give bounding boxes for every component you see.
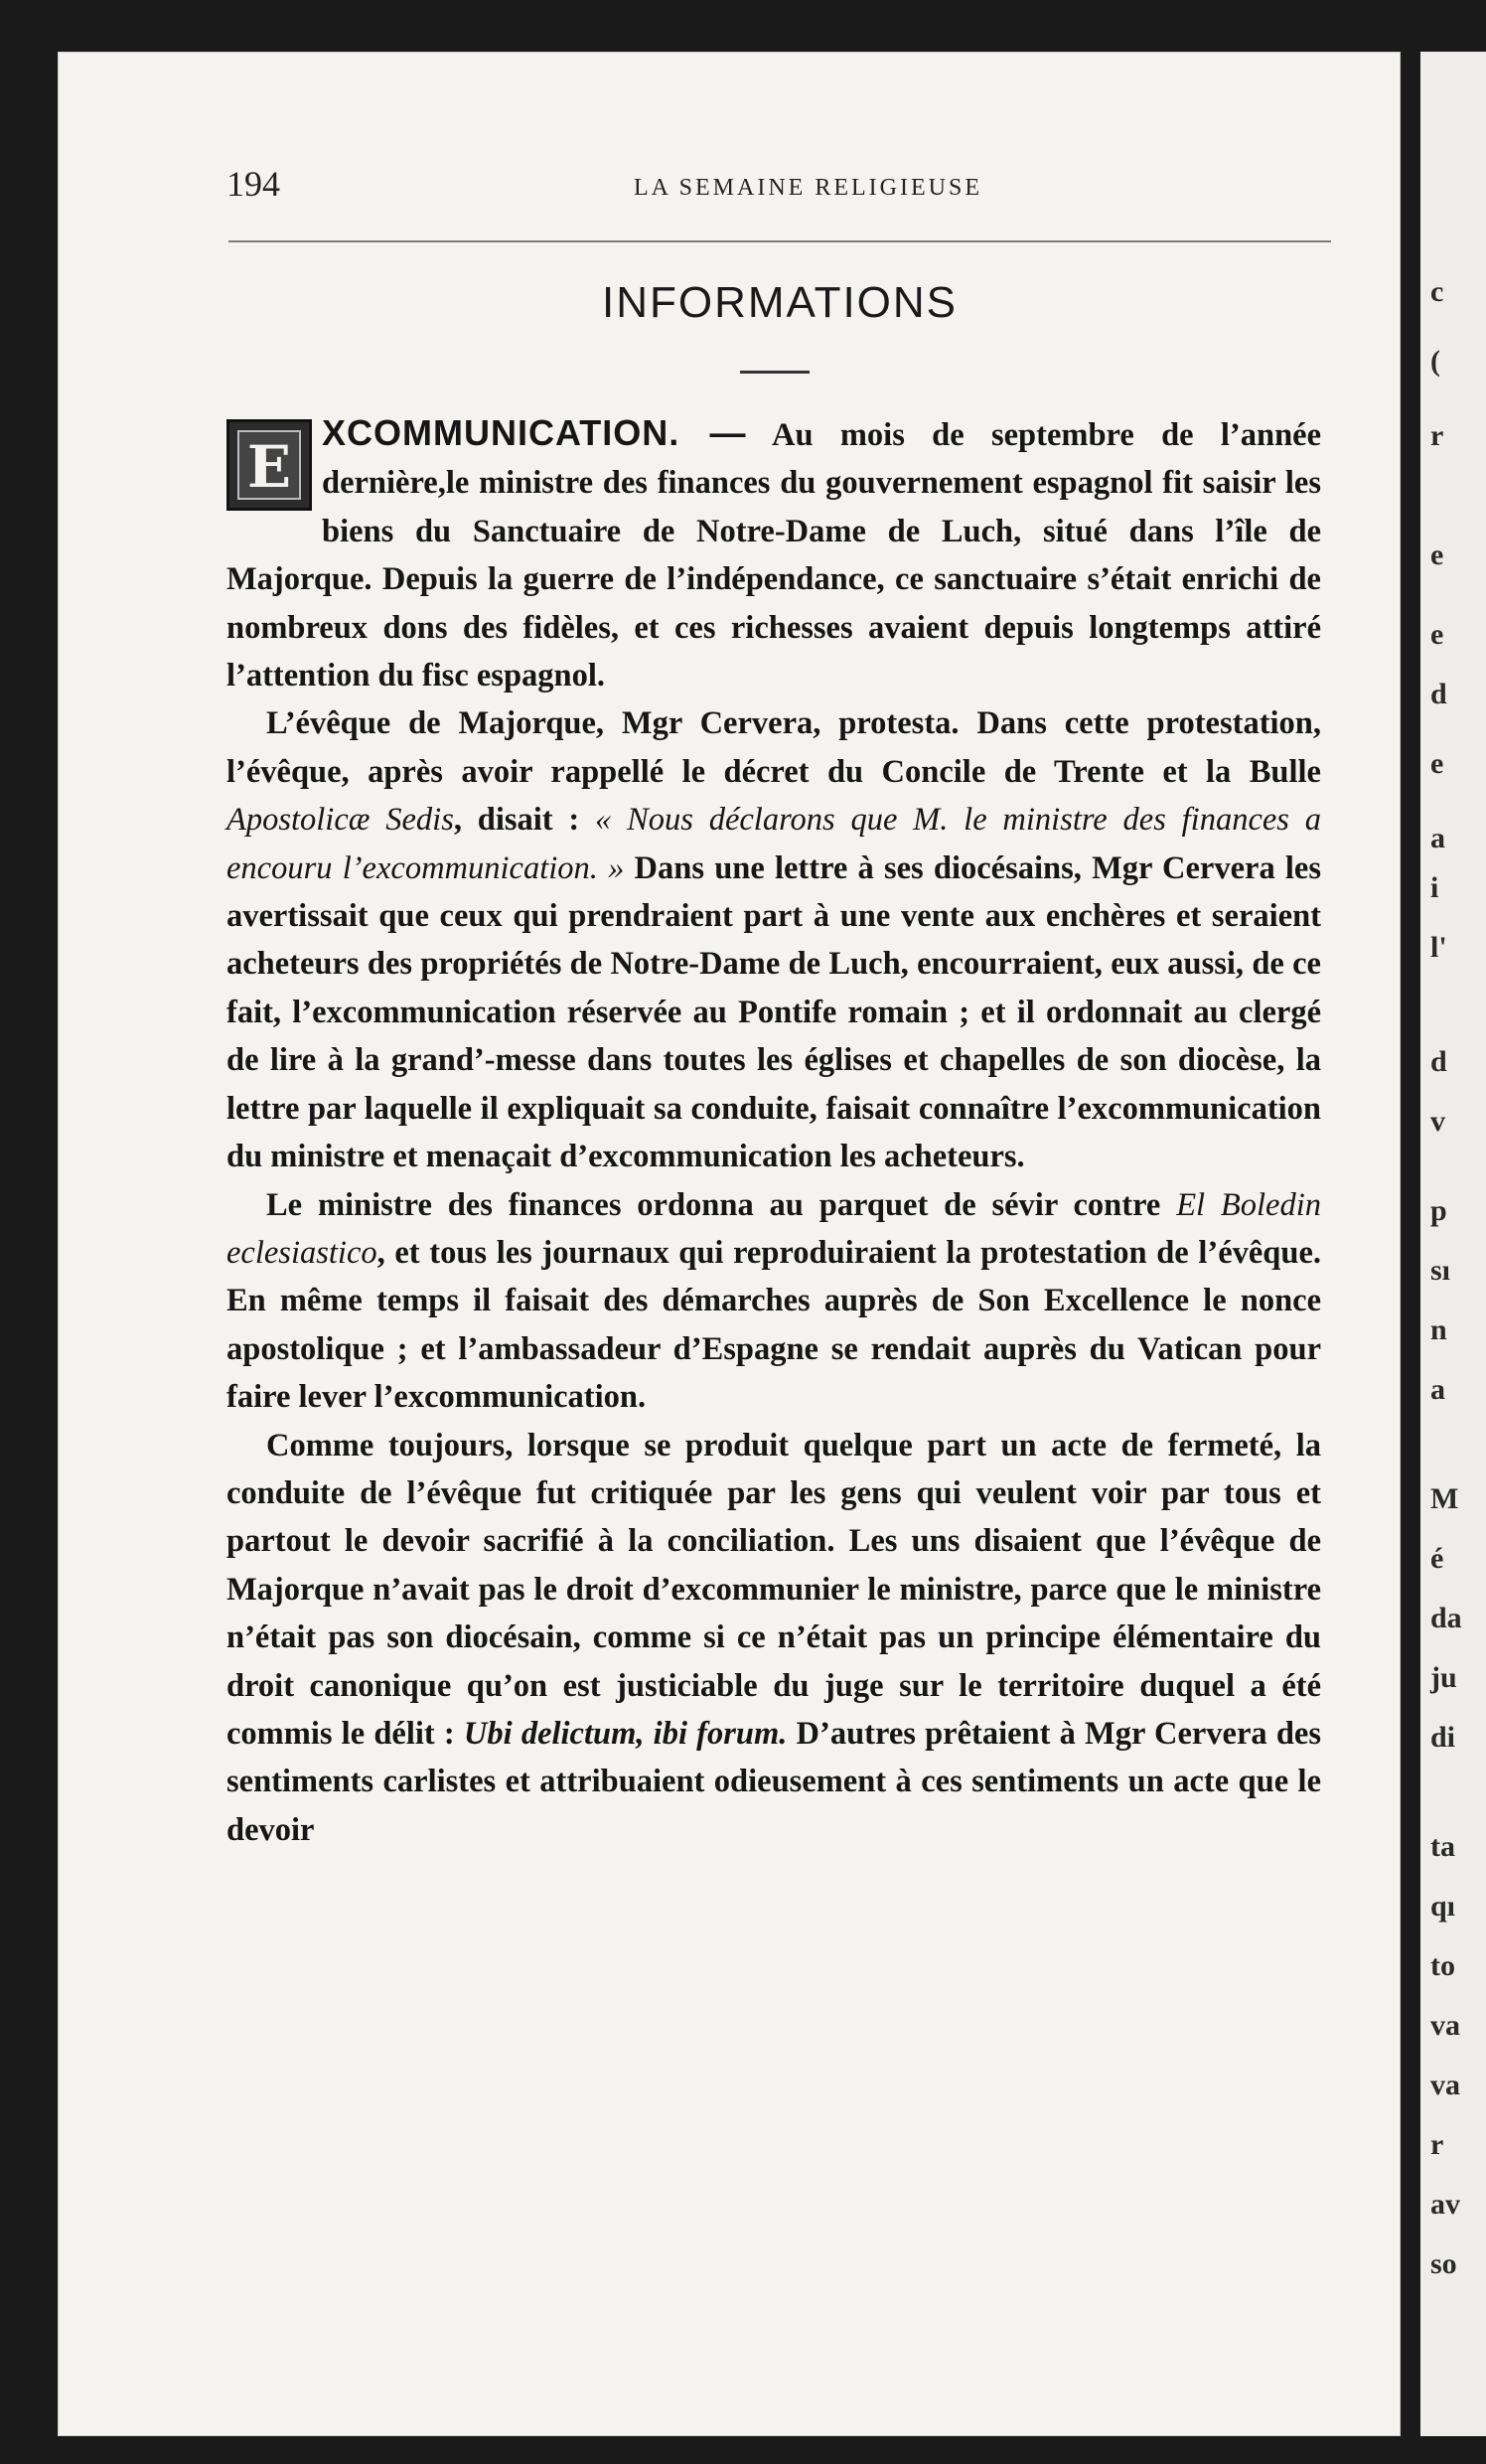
next-page-fragment: d: [1430, 678, 1447, 710]
next-page-fragment: l': [1430, 931, 1447, 964]
next-page-fragment: ta: [1430, 1830, 1455, 1863]
next-page-fragment: e: [1430, 618, 1444, 651]
drop-cap-letter: E: [237, 430, 301, 500]
running-title: LA SEMAINE RELIGIEUSE: [634, 175, 982, 201]
quoted-declaration: « Nous déclarons que M. le ministre des finances a encouru l’excommunication. »: [226, 802, 1321, 886]
next-page-fragment: so: [1430, 2247, 1457, 2280]
next-page-fragment: M: [1430, 1482, 1459, 1515]
adjacent-page-edge: [1420, 52, 1486, 2436]
paragraph-2: [226, 699, 1321, 1180]
next-page-fragment: p: [1430, 1194, 1447, 1227]
next-page-fragment: a: [1430, 1373, 1445, 1406]
next-page-fragment: da: [1430, 1602, 1462, 1634]
next-page-fragment: qı: [1430, 1890, 1456, 1923]
next-page-fragment: va: [1430, 2069, 1460, 2101]
article-body: [226, 409, 1321, 1854]
next-page-fragment: r: [1430, 419, 1444, 452]
next-page-fragment: to: [1430, 1949, 1455, 1982]
paragraph-2-text-c: , disait :: [453, 802, 596, 839]
journal-title: El Boledin eclesiastico: [226, 1186, 1321, 1271]
next-page-fragment: sı: [1430, 1254, 1451, 1287]
page-number: 194: [226, 164, 280, 204]
next-page-fragment: v: [1430, 1105, 1445, 1138]
drop-cap-ornament: [226, 419, 312, 511]
bull-title: Apostolicæ Sedis: [226, 802, 454, 839]
next-page-fragment: a: [1430, 822, 1445, 854]
article-lead: XCOMMUNICATION. —: [322, 412, 747, 453]
next-page-fragment: d: [1430, 1045, 1447, 1078]
title-rule: [740, 371, 810, 374]
paragraph-1: [226, 409, 1321, 699]
next-page-fragment: (: [1430, 345, 1440, 378]
paragraph-4-text-a: Comme toujours, lorsque se produit quelque part un acte de fermeté, la conduite de l’évêque fut critiquée par les gens qui veulent voir par tous et partout le devoir sacrifié à la conciliation. Les uns disaient que l’évêque de Majorque n’avait pas le droit d’excommunier le ministre, parce que le ministre n’était pas son diocésain, comme si ce n’était pas un principe élémentaire du droit canonique qu’on est justiciable du juge sur le territoire duquel a été commis le délit :: [226, 1427, 1321, 1752]
next-page-fragment: av: [1430, 2188, 1460, 2221]
next-page-fragment: c: [1430, 275, 1444, 308]
paragraph-3-text-c: , et tous les journaux qui reproduiraient la protestation de l’évêque. En même temps il faisait des démarches auprès de Son Excellence le nonce apostolique ; et l’ambassadeur d’Espagne se rendait auprès du Vatican pour faire lever l’excommunication.: [226, 1234, 1321, 1416]
next-page-fragment: e: [1430, 539, 1444, 571]
next-page-fragment: i: [1430, 871, 1439, 904]
paragraph-4-text-c: D’autres prêtaient à Mgr Cervera des sentiments carlistes et attribuaient odieusement à ces sentiments un acte que le devoir: [226, 1715, 1321, 1848]
paragraph-2-text-a: L’évêque de Majorque, Mgr Cervera, protesta. Dans cette protestation, l’évêque, après avoir rappellé le décret du Concile de Trente et la Bulle: [226, 705, 1321, 790]
next-page-fragment: é: [1430, 1542, 1444, 1575]
paragraph-4: [226, 1422, 1321, 1855]
section-title: INFORMATIONS: [601, 278, 959, 327]
latin-maxim: Ubi delictum, ibi forum.: [463, 1715, 788, 1752]
next-page-fragment: n: [1430, 1313, 1447, 1346]
next-page-fragment: ju: [1430, 1661, 1457, 1694]
next-page-fragment: di: [1430, 1721, 1456, 1754]
next-page-fragment: e: [1430, 747, 1444, 780]
paragraph-2-text-e: Dans une lettre à ses diocésains, Mgr Cervera les avertissait que ceux qui prendraient part à une vente aux enchères et seraient acheteurs des propriétés de Notre-Dame de Luch, encourraient, eux aussi, de ce fait, l’excommunication réservée au Pontife romain ; et il ordonnait au clergé de lire à la grand’-messe dans toutes les églises et chapelles de son diocèse, la lettre par laquelle il expliquait sa conduite, faisait connaître l’excommunication du ministre et menaçait d’excommunication les acheteurs.: [226, 849, 1321, 1175]
paragraph-3: [226, 1181, 1321, 1422]
next-page-fragment: va: [1430, 2009, 1460, 2042]
paragraph-3-text-a: Le ministre des finances ordonna au parquet de sévir contre: [266, 1186, 1177, 1223]
page-header: [226, 163, 1389, 223]
paragraph-1-text: Au mois de septembre de l’année dernière,le ministre des finances du gouvernement espagnol fit saisir les biens du Sanctuaire de Notre-Dame de Luch, situé dans l’île de Majorque. Depuis la guerre de l’indépendance, ce sanctuaire s’était enrichi de nombreux dons des fidèles, et ces richesses avaient depuis longtemps attiré l’attention du fisc espagnol.: [226, 417, 1321, 694]
header-rule: [228, 240, 1331, 242]
next-page-fragment: r: [1430, 2128, 1444, 2161]
